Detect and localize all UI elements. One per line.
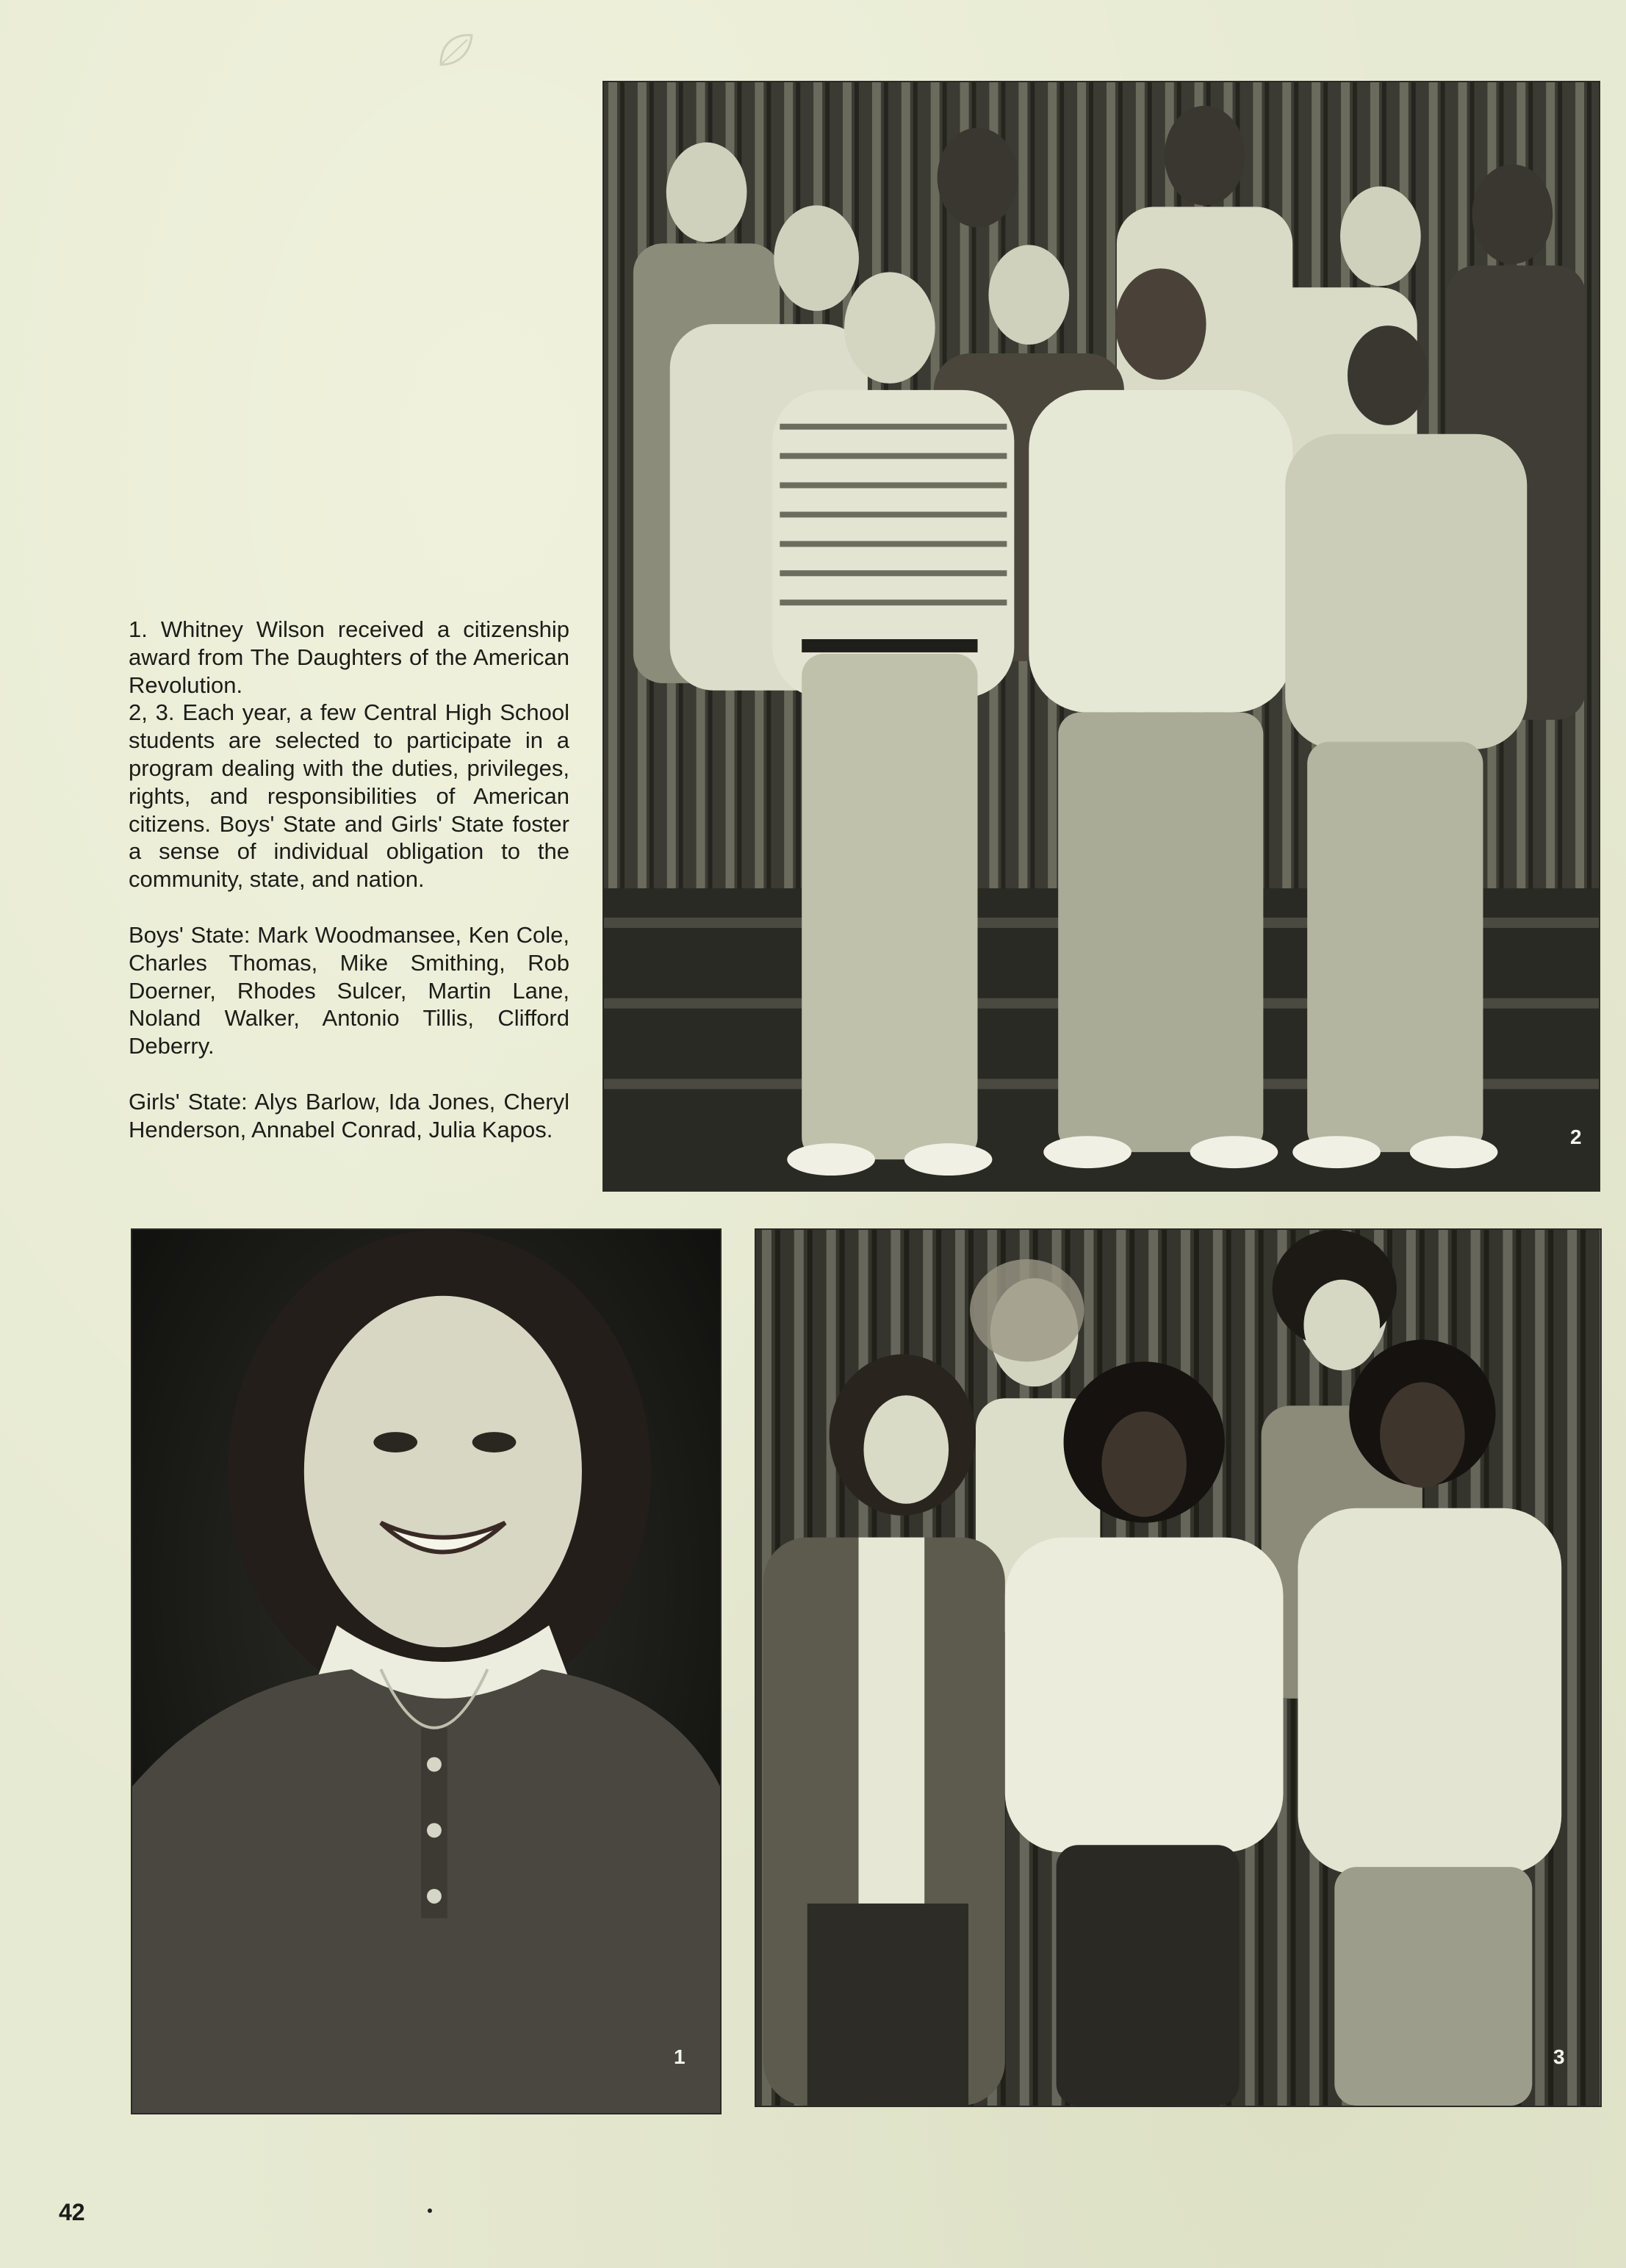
caption-photo1: 1. Whitney Wilson received a citizenship award from The Daughters of the American Revolution.	[129, 616, 569, 698]
photo-number-2: 2	[1570, 1126, 1582, 1148]
photo-girls-state	[755, 1228, 1602, 2107]
photo-whitney-wilson-image	[132, 1230, 720, 2113]
photo-number-1: 1	[674, 2045, 686, 2068]
photo-boys-state-image	[604, 82, 1599, 1190]
photo-girls-state-image	[756, 1230, 1600, 2106]
girls-state-names: Girls' State: Alys Barlow, Ida Jones, Cheryl Henderson, Annabel Conrad, Julia Kapos.	[129, 1088, 569, 1142]
page-number: 42	[59, 2199, 85, 2225]
photo-boys-state	[602, 81, 1600, 1192]
boys-state-names: Boys' State: Mark Woodmansee, Ken Cole, Charles Thomas, Mike Smithing, Rob Doerner, Rhodes Sulcer, Martin Lane, Noland Walker, Antonio Tillis, Clifford Deberry.	[129, 921, 569, 1059]
photo-whitney-wilson	[131, 1228, 722, 2114]
print-dot	[428, 2208, 432, 2213]
photo-caption	[129, 616, 569, 1144]
caption-photo2-3: 2, 3. Each year, a few Central High School students are selected to participate in a program dealing with the duties, privileges, rights, and responsibilities of American citizens. Boys' State and Girls' State foster a sense of individual obligation to the community, state, and nation.	[129, 699, 569, 893]
leaf-watermark-icon	[434, 28, 478, 72]
photo-number-3: 3	[1553, 2045, 1565, 2068]
